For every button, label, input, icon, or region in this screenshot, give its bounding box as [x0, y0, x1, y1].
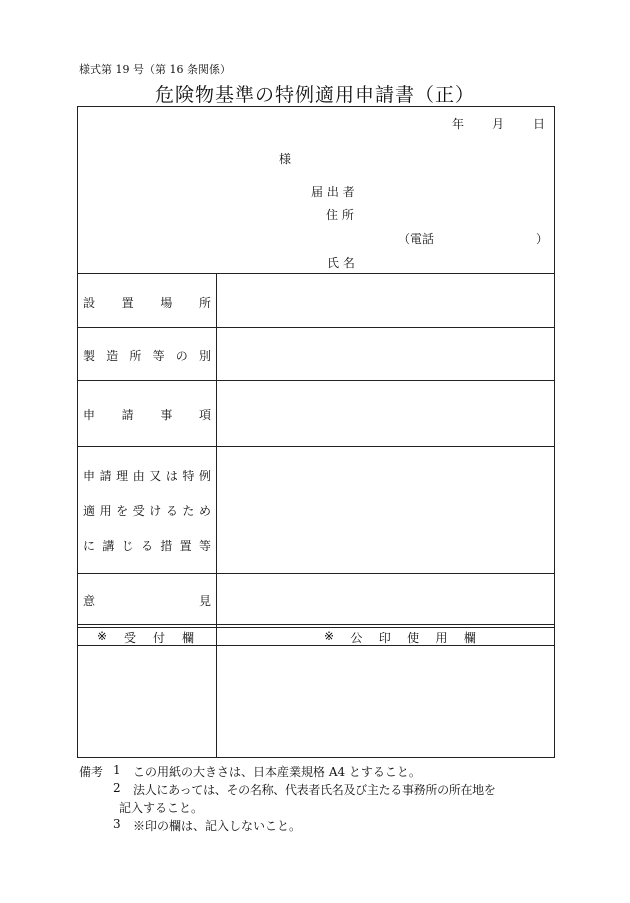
- row-label-facility-type: [83, 347, 211, 364]
- label-char: 製: [83, 349, 96, 363]
- application-item-field[interactable]: [217, 381, 554, 445]
- label-char: 受: [132, 504, 145, 518]
- label-char: 請: [99, 469, 112, 483]
- label-char: の: [175, 349, 188, 363]
- label-char: 適: [83, 504, 96, 518]
- official-seal-header: [324, 629, 476, 646]
- label-char: 付: [152, 631, 165, 645]
- label-char: た: [182, 504, 195, 518]
- note-text-continued: 記入すること。: [119, 801, 204, 815]
- phone-label: （電話: [398, 232, 435, 246]
- form-number: 様式第 19 号（第 16 条関係）: [79, 63, 231, 76]
- label-char: 見: [198, 594, 211, 608]
- label-char: 特: [182, 469, 195, 483]
- addressee-suffix: 様: [279, 152, 292, 166]
- label-char: 欄: [181, 631, 194, 645]
- note-text: この用紙の大きさは、日本産業規格 A4 とすること。: [133, 765, 421, 779]
- label-char: 事: [160, 408, 173, 422]
- label-char: 別: [198, 349, 211, 363]
- row-label-reason-line1: [83, 467, 211, 484]
- note-number: 3: [113, 817, 121, 831]
- reception-header: [97, 629, 194, 646]
- label-char: 用: [99, 504, 112, 518]
- label-char: 講: [102, 539, 115, 553]
- note-number: 1: [113, 763, 121, 777]
- row-label-location: [83, 294, 211, 311]
- label-char: 印: [378, 631, 391, 645]
- note-number: 2: [113, 781, 121, 795]
- label-char: 措: [160, 539, 173, 553]
- label-char: 造: [106, 349, 119, 363]
- row-label-reason-line2: [83, 502, 211, 519]
- label-char: 意: [83, 594, 96, 608]
- opinion-field[interactable]: [217, 574, 554, 623]
- date-year: 年: [452, 117, 465, 131]
- label-char: 項: [198, 408, 211, 422]
- label-char: を: [116, 504, 129, 518]
- phone-close: ）: [536, 232, 549, 246]
- label-char: 等: [198, 539, 211, 553]
- row-divider: [77, 624, 555, 625]
- label-char: る: [165, 504, 178, 518]
- label-char: ※: [97, 629, 108, 643]
- label-char: 申: [83, 469, 96, 483]
- label-char: じ: [121, 539, 134, 553]
- label-char: 請: [121, 408, 134, 422]
- location-field[interactable]: [217, 274, 554, 326]
- label-char: 理: [116, 469, 129, 483]
- date-month: 月: [492, 117, 505, 131]
- page-title: 危険物基準の特例適用申請書（正）: [154, 84, 475, 106]
- label-char: 公: [350, 631, 363, 645]
- label-char: に: [83, 539, 96, 553]
- address-label: 住 所: [326, 208, 354, 222]
- label-char: 例: [198, 469, 211, 483]
- label-char: け: [149, 504, 162, 518]
- label-char: 受: [124, 631, 137, 645]
- label-char: 使: [407, 631, 420, 645]
- reason-field[interactable]: [217, 447, 554, 572]
- label-char: 由: [132, 469, 145, 483]
- row-label-application-item: [83, 406, 211, 423]
- label-char: 場: [160, 296, 173, 310]
- applicant-label: 届 出 者: [311, 185, 355, 199]
- row-label-opinion: [83, 592, 211, 609]
- label-char: 所: [198, 296, 211, 310]
- label-char: ※: [324, 629, 335, 643]
- label-char: 又: [149, 469, 162, 483]
- label-char: 用: [435, 631, 448, 645]
- label-char: め: [198, 504, 211, 518]
- date-day: 日: [533, 117, 546, 131]
- label-char: る: [140, 539, 153, 553]
- note-text: ※印の欄は、記入しないこと。: [133, 819, 302, 833]
- label-char: 置: [179, 539, 192, 553]
- notes-heading: 備考: [79, 765, 104, 779]
- facility-type-field[interactable]: [217, 328, 554, 379]
- label-char: 置: [121, 296, 134, 310]
- label-char: 等: [152, 349, 165, 363]
- label-char: 申: [83, 408, 96, 422]
- label-char: 欄: [463, 631, 476, 645]
- row-label-reason-line3: [83, 537, 211, 554]
- name-label: 氏 名: [327, 256, 355, 270]
- label-char: は: [165, 469, 178, 483]
- row-divider: [77, 627, 555, 628]
- label-char: 設: [83, 296, 96, 310]
- note-text: 法人にあっては、その名称、代表者氏名及び主たる事務所の所在地を: [133, 783, 496, 797]
- label-char: 所: [129, 349, 142, 363]
